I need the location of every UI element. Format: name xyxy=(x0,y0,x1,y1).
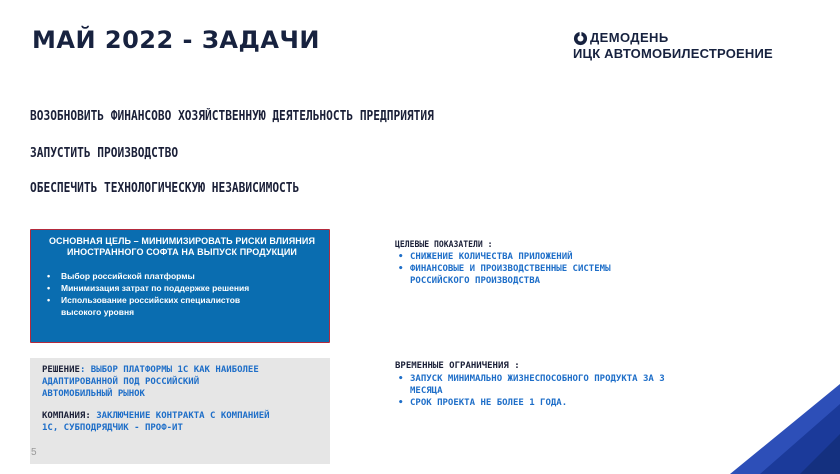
logo-bottom-text: ИЦК АВТОМОБИЛЕСТРОЕНИЕ xyxy=(573,46,773,61)
target-indicator-item: • СНИЖЕНИЕ КОЛИЧЕСТВА ПРИЛОЖЕНИЙ xyxy=(395,251,695,263)
goal-item: ВОЗОБНОВИТЬ ФИНАНСОВО ХОЗЯЙСТВЕННУЮ ДЕЯТЕЛЬНОСТЬ ПРЕДПРИЯТИЯ xyxy=(30,109,434,124)
logo-icon xyxy=(573,31,588,46)
corner-decoration xyxy=(690,364,840,474)
solution-value: : ВЫБОР ПЛАТФОРМЫ 1С КАК НАИБОЛЕЕ АДАПТИРОВАННОЙ ПОД РОССИЙСКИЙ АВТОМОБИЛЬНЫЙ РЫНОК xyxy=(42,365,259,399)
target-indicators-list xyxy=(395,251,695,287)
logo-top-text: ДЕМОДЕНЬ xyxy=(590,30,669,45)
main-goal-item: • Использование российских специалистов высокого уровня xyxy=(43,294,321,318)
company-label: КОМПАНИЯ: xyxy=(42,411,91,421)
main-goal-title: ОСНОВНАЯ ЦЕЛЬ – МИНИМИЗИРОВАТЬ РИСКИ ВЛИЯНИЯ ИНОСТРАННОГО СОФТА НА ВЫПУСК ПРОДУКЦИИ xyxy=(48,236,316,257)
time-limits-list xyxy=(395,373,735,409)
main-goal-list xyxy=(43,270,321,318)
slide-title: МАЙ 2022 - ЗАДАЧИ xyxy=(32,26,320,54)
target-indicator-item-cont: РОССИЙСКОГО ПРОИЗВОДСТВА xyxy=(410,276,541,286)
main-goal-item: • Выбор российской платформы xyxy=(43,270,321,282)
main-goal-item: • Минимизация затрат по поддержке решения xyxy=(43,282,321,294)
target-indicators-title: ЦЕЛЕВЫЕ ПОКАЗАТЕЛИ : xyxy=(395,240,493,250)
company-text xyxy=(42,410,320,434)
time-limit-item: • ЗАПУСК МИНИМАЛЬНО ЖИЗНЕСПОСОБНОГО ПРОДУКТА ЗА 3 МЕСЯЦА xyxy=(395,373,735,397)
company-value: ЗАКЛЮЧЕНИЕ КОНТРАКТА С КОМПАНИЕЙ 1С, СУБПОДРЯДЧИК - ПРОФ-ИТ xyxy=(42,411,270,433)
main-goal-box xyxy=(30,229,330,343)
page-number: 5 xyxy=(31,447,37,458)
solution-text xyxy=(42,364,320,400)
time-limits xyxy=(395,361,735,409)
solution-box xyxy=(30,358,330,464)
target-indicator-item: • ФИНАНСОВЫЕ И ПРОИЗВОДСТВЕННЫЕ СИСТЕМЫ xyxy=(395,263,695,275)
time-limit-item: • СРОК ПРОЕКТА НЕ БОЛЕЕ 1 ГОДА. xyxy=(395,397,735,409)
solution-label: РЕШЕНИЕ xyxy=(42,365,80,375)
goal-item: ЗАПУСТИТЬ ПРОИЗВОДСТВО xyxy=(30,146,179,161)
goal-item: ОБЕСПЕЧИТЬ ТЕХНОЛОГИЧЕСКУЮ НЕЗАВИСИМОСТЬ xyxy=(30,181,300,196)
brand-logo xyxy=(573,30,835,64)
time-limits-title: ВРЕМЕННЫЕ ОГРАНИЧЕНИЯ : xyxy=(395,361,520,371)
target-indicators xyxy=(395,240,695,287)
